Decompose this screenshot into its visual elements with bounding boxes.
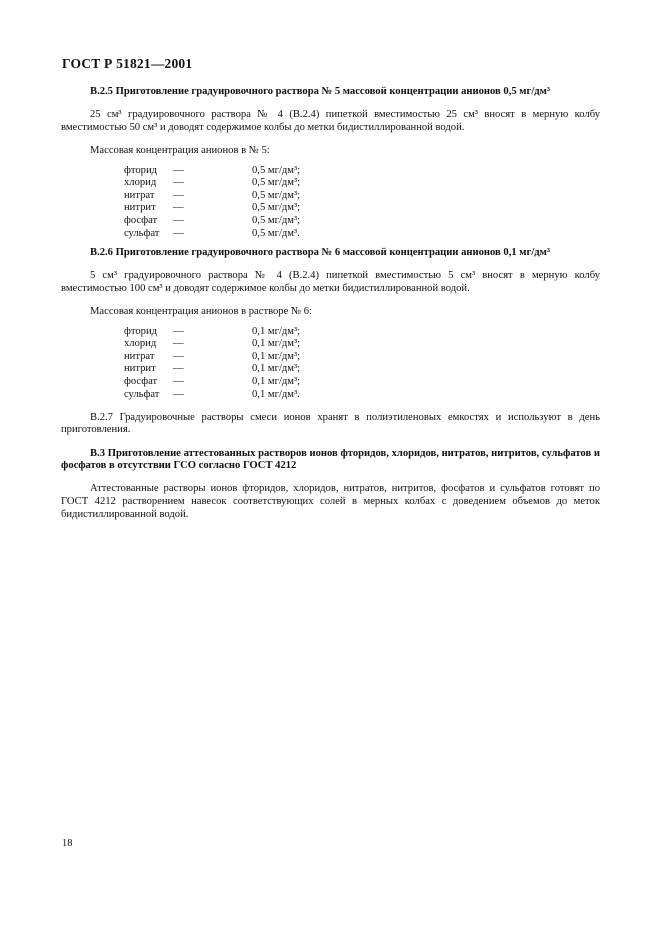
section-b25-list-intro: Массовая концентрация анионов в № 5:: [90, 144, 270, 156]
section-b26-list-intro: Массовая концентрация анионов в растворе № 6:: [90, 306, 312, 318]
ion-row: [124, 338, 600, 351]
ion-dash: —: [173, 214, 184, 226]
ion-value: 0,5 мг/дм³.: [252, 227, 300, 239]
ion-value: 0,1 мг/дм³;: [252, 350, 301, 362]
section-b27-body: В.2.7 Градуировочные растворы смеси ионов хранят в полиэтиленовых емкостях и используют в день приготовления.: [61, 411, 600, 436]
section-b26-ion-list: [124, 326, 600, 402]
ion-value: 0,1 мг/дм³;: [252, 338, 301, 350]
section-b25-ion-list: [124, 165, 600, 241]
ion-name: фосфат: [124, 214, 158, 226]
ion-value: 0,5 мг/дм³;: [252, 189, 301, 201]
ion-dash: —: [173, 164, 184, 176]
document-id: ГОСТ Р 51821—2001: [62, 56, 193, 71]
ion-row: [124, 363, 600, 376]
ion-value: 0,5 мг/дм³;: [252, 214, 301, 226]
ion-name: нитрат: [124, 189, 155, 201]
ion-dash: —: [173, 388, 184, 400]
ion-name: хлорид: [124, 177, 157, 189]
ion-row: [124, 165, 600, 178]
section-b25-body: 25 см³ градуировочного раствора № 4 (В.2.4) пипеткой вместимостью 25 см³ вносят в мерную колбу вместимостью 50 см³ и доводят содержимое колбы до метки бидистиллированной водой.: [61, 109, 600, 133]
ion-value: 0,5 мг/дм³;: [252, 202, 301, 214]
ion-value: 0,1 мг/дм³;: [252, 325, 301, 337]
ion-name: фторид: [124, 164, 158, 176]
ion-dash: —: [173, 338, 184, 350]
ion-row: [124, 389, 600, 402]
ion-value: 0,1 мг/дм³.: [252, 388, 300, 400]
ion-dash: —: [173, 376, 184, 388]
ion-dash: —: [173, 189, 184, 201]
section-b26-heading: В.2.6 Приготовление градуировочного раствора № 6 массовой концентрации анионов 0,1 мг/дм³: [90, 247, 551, 259]
ion-dash: —: [173, 350, 184, 362]
ion-name: сульфат: [124, 227, 160, 239]
ion-name: нитрат: [124, 350, 155, 362]
ion-row: [124, 228, 600, 241]
ion-row: [124, 376, 600, 389]
ion-name: сульфат: [124, 388, 160, 400]
ion-name: фосфат: [124, 376, 158, 388]
ion-value: 0,5 мг/дм³;: [252, 164, 301, 176]
ion-name: фторид: [124, 325, 158, 337]
ion-name: нитрит: [124, 202, 156, 214]
ion-dash: —: [173, 363, 184, 375]
page-content: [61, 86, 600, 532]
section-b3-heading: В.3 Приготовление аттестованных растворов ионов фторидов, хлоридов, нитратов, нитритов, сульфатов и фосфатов в отсутствии ГСО согласно ГОСТ 4212: [61, 447, 600, 472]
section-b25-heading: В.2.5 Приготовление градуировочного раствора № 5 массовой концентрации анионов 0,5 мг/дм³: [90, 86, 551, 97]
ion-dash: —: [173, 177, 184, 189]
ion-row: [124, 177, 600, 190]
section-b26-body: 5 см³ градуировочного раствора № 4 (В.2.4) пипеткой вместимостью 5 см³ вносят в мерную колбу вместимостью 100 см³ и доводят содержимое колбы до метки бидистиллированной водой.: [61, 270, 600, 294]
ion-row: [124, 202, 600, 215]
ion-row: [124, 351, 600, 364]
ion-row: [124, 326, 600, 339]
ion-row: [124, 215, 600, 228]
ion-value: 0,1 мг/дм³;: [252, 363, 301, 375]
ion-value: 0,5 мг/дм³;: [252, 177, 301, 189]
page-number: 18: [62, 838, 73, 849]
ion-dash: —: [173, 325, 184, 337]
ion-name: нитрит: [124, 363, 156, 375]
ion-dash: —: [173, 227, 184, 239]
ion-dash: —: [173, 202, 184, 214]
ion-value: 0,1 мг/дм³;: [252, 376, 301, 388]
ion-name: хлорид: [124, 338, 157, 350]
section-b3-body: Аттестованные растворы ионов фторидов, хлоридов, нитратов, нитритов, фосфатов и сульфатов готовят по ГОСТ 4212 растворением навесок соответствующих солей в мерных колбах с доведением объемов до меток бидистиллированной водой.: [61, 483, 600, 520]
ion-row: [124, 190, 600, 203]
